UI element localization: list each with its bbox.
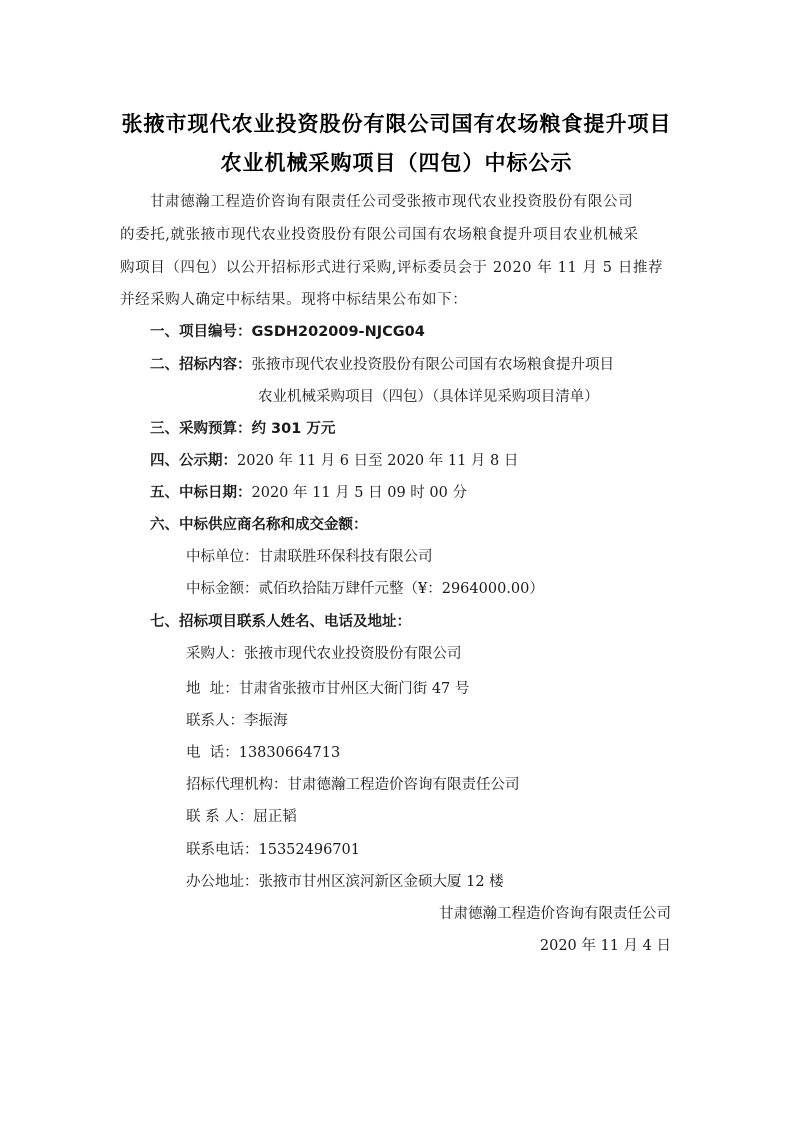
agency-contact-line: 联 系 人：屈正韬 xyxy=(186,809,297,825)
document-title-line-2: 农业机械采购项目（四包）中标公示 xyxy=(220,151,573,175)
notice-period-value: 2020 年 11 月 6 日至 2020 年 11 月 8 日 xyxy=(237,453,519,469)
supplier-heading: 六、中标供应商名称和成交金额： xyxy=(150,517,368,533)
notice-period-label: 四、公示期： xyxy=(150,453,237,469)
intro-line-4: 并经采购人确定中标结果。现将中标结果公布如下： xyxy=(120,292,468,308)
signature-date: 2020 年 11 月 4 日 xyxy=(539,938,671,954)
address-line: 地 址：甘肃省张掖市甘州区大衙门街 47 号 xyxy=(186,681,470,697)
tender-content-value-1: 张掖市现代农业投资股份有限公司国有农场粮食提升项目 xyxy=(251,357,614,373)
contact-person-line: 联系人：李振海 xyxy=(186,713,288,729)
tender-content-value-2: 农业机械采购项目（四包）（具体详见采购项目清单） xyxy=(258,389,599,405)
award-date-value: 2020 年 11 月 5 日 09 时 00 分 xyxy=(251,485,467,501)
project-number-row xyxy=(150,322,425,342)
tender-content-row xyxy=(150,355,614,375)
tender-content-label: 二、招标内容： xyxy=(150,357,252,373)
award-date-label: 五、中标日期： xyxy=(150,485,252,501)
notice-period-row xyxy=(150,451,518,471)
intro-line-1: 甘肃德瀚工程造价咨询有限责任公司受张掖市现代农业投资股份有限公司 xyxy=(150,194,634,210)
document-title-line-1: 张掖市现代农业投资股份有限公司国有农场粮食提升项目 xyxy=(121,112,672,136)
office-address-line: 办公地址：张掖市甘州区滨河新区金硕大厦 12 楼 xyxy=(186,874,504,890)
winner-line: 中标单位：甘肃联胜环保科技有限公司 xyxy=(186,549,433,565)
agency-phone-line: 联系电话：15352496701 xyxy=(186,842,360,858)
agency-line: 招标代理机构：甘肃德瀚工程造价咨询有限责任公司 xyxy=(186,777,520,793)
signature-organization: 甘肃德瀚工程造价咨询有限责任公司 xyxy=(439,906,671,922)
budget-value: 约 301 万元 xyxy=(251,421,336,437)
project-number-value: GSDH202009-NJCG04 xyxy=(251,324,425,340)
amount-line: 中标金额：贰佰玖拾陆万肆仟元整（¥：2964000.00） xyxy=(186,581,544,597)
purchaser-line: 采购人：张掖市现代农业投资股份有限公司 xyxy=(186,646,462,662)
intro-line-3: 购项目（四包）以公开招标形式进行采购,评标委员会于 2020 年 11 月 5 日推荐 xyxy=(120,260,664,276)
budget-label: 三、采购预算： xyxy=(150,421,252,437)
project-number-label: 一、项目编号： xyxy=(150,324,252,340)
intro-line-2: 的委托,就张掖市现代农业投资股份有限公司国有农场粮食提升项目农业机械采 xyxy=(120,227,639,243)
budget-row xyxy=(150,419,335,439)
phone-line: 电 话：13830664713 xyxy=(186,745,341,761)
contacts-heading: 七、招标项目联系人姓名、电话及地址： xyxy=(150,614,411,630)
award-date-row xyxy=(150,483,467,503)
